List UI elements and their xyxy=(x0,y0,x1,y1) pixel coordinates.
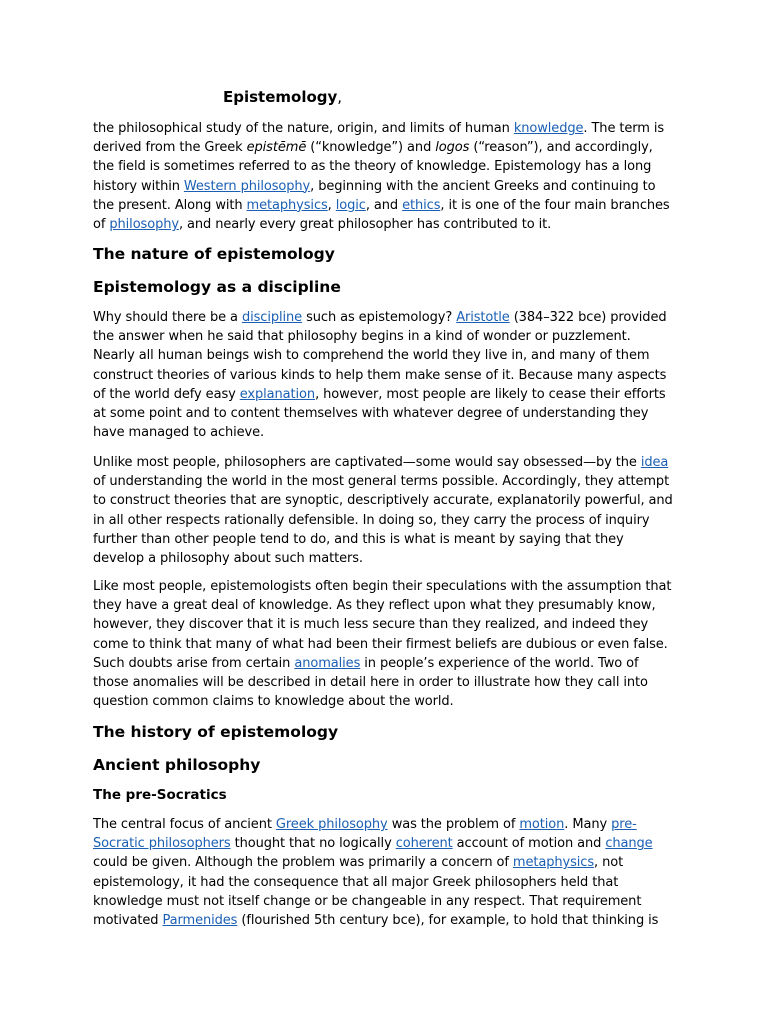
link-aristotle[interactable]: Aristotle xyxy=(456,310,510,325)
link-explanation[interactable]: explanation xyxy=(239,386,316,402)
paragraph-philosophers: Unlike most people, philosophers are captivated—some would say obsessed—by the idea of understanding the world in the most general terms possible. Accordingly, they attempt to construct theories that are synoptic, descriptively accurate, explanatorily powerful, and in all other respects rationally defensible. In doing so, they carry the process of inquiry further than other people tend to do, and this is what is meant by saying that they develop a philosophy about such matters. xyxy=(93,455,673,567)
link-idea[interactable]: idea xyxy=(640,455,669,470)
heading-presocratics: The pre-Socratics xyxy=(93,787,227,803)
document-title xyxy=(223,88,342,106)
link-metaphysics-2[interactable]: metaphysics xyxy=(512,855,595,871)
link-logic[interactable]: logic xyxy=(335,197,366,213)
link-anomalies[interactable]: anomalies xyxy=(294,655,361,671)
paragraph-discipline: Why should there be a discipline such as epistemology? Aristotle (384–322 bce) provided the answer when he said that philosophy begins in a kind of wonder or puzzlement. Nearly all human beings wish to comprehend the world they live in, and many of them construct theories of various kinds to help them make sense of it. Because many aspects of the world defy easy explanation, however, most people are likely to cease their efforts at some point and to content themselves with whatever degree of understanding they have managed to achieve. xyxy=(93,310,667,441)
heading-history: The history of epistemology xyxy=(93,723,339,741)
link-change[interactable]: change xyxy=(605,836,653,852)
link-parmenides[interactable]: Parmenides xyxy=(162,913,238,929)
link-ethics[interactable]: ethics xyxy=(402,197,441,213)
intro-paragraph: the philosophical study of the nature, origin, and limits of human knowledge. The term is derived from the Greek epistēmē (“knowledge”) and logos (“reason”), and accordingly, the field is sometimes referred to as the theory of knowledge. Epistemology has a long history within Western philosophy, beginning with the ancient Greeks and continuing to the present. Along with metaphysics, logic, and ethics, it is one of the four main branches of philosophy, and nearly every great philosopher has contributed to it. xyxy=(93,121,670,233)
link-metaphysics[interactable]: metaphysics xyxy=(246,197,328,213)
link-pre-socratic-philosophers[interactable]: pre-Socratic philosophers xyxy=(93,817,637,852)
link-western-philosophy[interactable]: Western philosophy xyxy=(183,178,311,194)
link-greek-philosophy[interactable]: Greek philosophy xyxy=(275,817,388,832)
link-coherent[interactable]: coherent xyxy=(395,836,453,852)
link-philosophy[interactable]: philosophy xyxy=(109,217,179,233)
title-word: Epistemology xyxy=(223,88,338,106)
link-motion[interactable]: motion xyxy=(519,817,565,832)
heading-nature: The nature of epistemology xyxy=(93,245,335,263)
heading-ancient: Ancient philosophy xyxy=(93,756,261,774)
heading-discipline: Epistemology as a discipline xyxy=(93,278,341,296)
link-discipline[interactable]: discipline xyxy=(241,310,303,325)
link-knowledge[interactable]: knowledge xyxy=(513,121,584,136)
title-comma: , xyxy=(337,88,343,106)
paragraph-presocratics: The central focus of ancient Greek philosophy was the problem of motion. Many pre-Socratic philosophers thought that no logically coherent account of motion and change could be given. Although the problem was primarily a concern of metaphysics, not epistemology, it had the consequence that all major Greek philosophers held that knowledge must not itself change or be changeable in any respect. That requirement motivated Parmenides (flourished 5th century bce), for example, to hold that thinking is xyxy=(93,817,659,929)
paragraph-epistemologists: Like most people, epistemologists often begin their speculations with the assumption that they have a great deal of knowledge. As they reflect upon what they presumably know, however, they discover that it is much less secure than they realized, and indeed they come to think that many of what had been their firmest beliefs are dubious or even false. Such doubts arise from certain anomalies in people’s experience of the world. Two of those anomalies will be described in detail here in order to illustrate how they call into question common claims to knowledge about the world. xyxy=(93,579,672,710)
